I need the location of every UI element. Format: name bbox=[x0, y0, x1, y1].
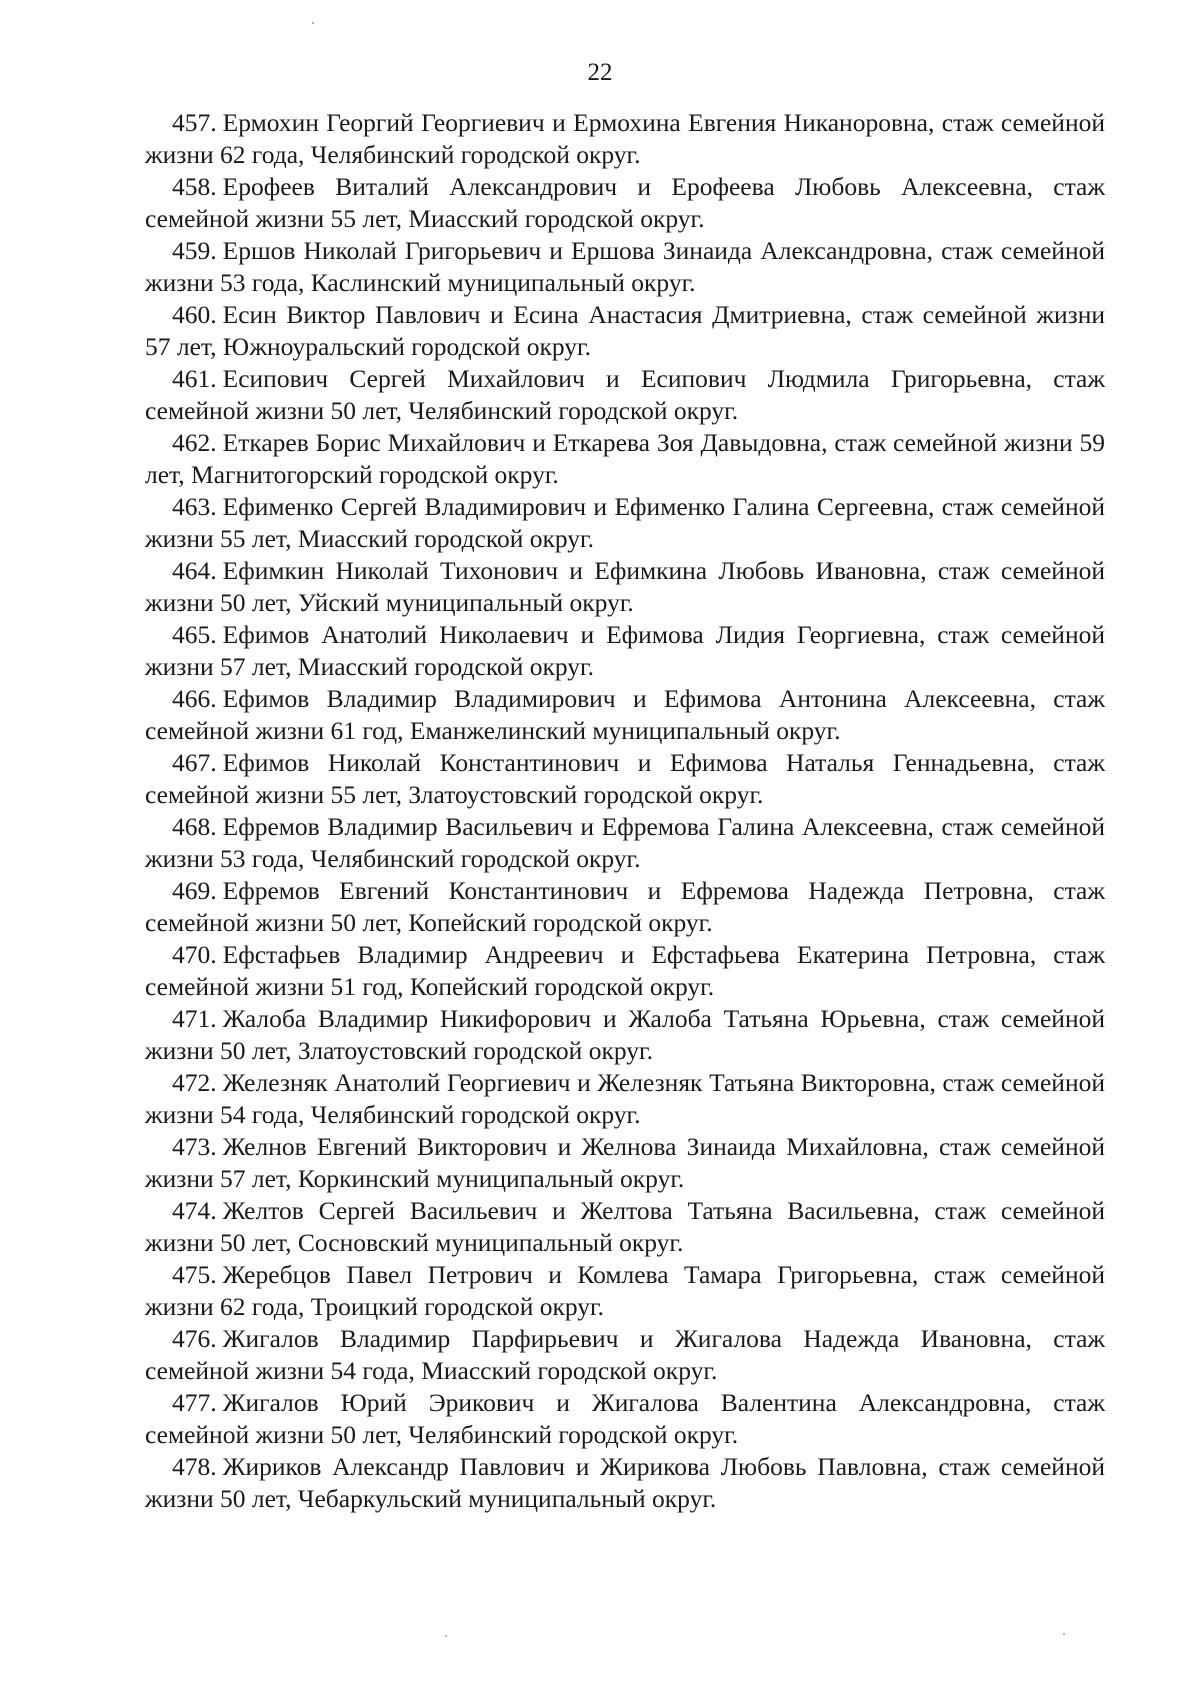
item-number: 465. bbox=[172, 620, 217, 649]
item-text: Ефремов Владимир Васильевич и Ефремова Галина Алексеевна, стаж семейной жизни 53 года, Челябинский городской округ. bbox=[145, 812, 1105, 873]
item-text: Есин Виктор Павлович и Есина Анастасия Дмитриевна, стаж семейной жизни 57 лет, Южноуральский городской округ. bbox=[145, 300, 1105, 361]
item-number: 461. bbox=[172, 364, 217, 393]
item-number: 470. bbox=[172, 940, 217, 969]
item-text: Есипович Сергей Михайлович и Есипович Людмила Григорьевна, стаж семейной жизни 50 лет, Челябинский городской округ. bbox=[145, 364, 1105, 425]
item-number: 458. bbox=[172, 172, 217, 201]
scan-speck bbox=[1063, 1633, 1065, 1635]
list-item bbox=[145, 1003, 1105, 1067]
item-number: 460. bbox=[172, 300, 217, 329]
item-number: 471. bbox=[172, 1004, 217, 1033]
item-number: 469. bbox=[172, 876, 217, 905]
list-item bbox=[145, 875, 1105, 939]
item-text: Ершов Николай Григорьевич и Ершова Зинаида Александровна, стаж семейной жизни 53 года, Каслинский муниципальный округ. bbox=[145, 236, 1105, 297]
item-text: Ермохин Георгий Георгиевич и Ермохина Евгения Никаноровна, стаж семейной жизни 62 года, Челябинский городской округ. bbox=[145, 108, 1105, 169]
item-number: 466. bbox=[172, 684, 217, 713]
list-item bbox=[145, 1259, 1105, 1323]
item-number: 472. bbox=[172, 1068, 217, 1097]
list-item bbox=[145, 811, 1105, 875]
item-text: Ефимкин Николай Тихонович и Ефимкина Любовь Ивановна, стаж семейной жизни 50 лет, Уйский муниципальный округ. bbox=[145, 556, 1105, 617]
list-item bbox=[145, 1451, 1105, 1515]
list-item bbox=[145, 555, 1105, 619]
item-text: Ерофеев Виталий Александрович и Ерофеева Любовь Алексеевна, стаж семейной жизни 55 лет, Миасский городской округ. bbox=[145, 172, 1105, 233]
item-number: 463. bbox=[172, 492, 217, 521]
item-number: 474. bbox=[172, 1196, 217, 1225]
item-number: 462. bbox=[172, 428, 217, 457]
list-item bbox=[145, 683, 1105, 747]
item-text: Еткарев Борис Михайлович и Еткарева Зоя Давыдовна, стаж семейной жизни 59 лет, Магнитогорский городской округ. bbox=[145, 428, 1105, 489]
item-text: Ефимов Анатолий Николаевич и Ефимова Лидия Георгиевна, стаж семейной жизни 57 лет, Миасский городской округ. bbox=[145, 620, 1105, 681]
item-number: 475. bbox=[172, 1260, 217, 1289]
list-item bbox=[145, 299, 1105, 363]
list-item bbox=[145, 363, 1105, 427]
item-text: Жалоба Владимир Никифорович и Жалоба Татьяна Юрьевна, стаж семейной жизни 50 лет, Златоустовский городской округ. bbox=[145, 1004, 1105, 1065]
list-item bbox=[145, 491, 1105, 555]
list-item bbox=[145, 1067, 1105, 1131]
item-number: 459. bbox=[172, 236, 217, 265]
list-item bbox=[145, 747, 1105, 811]
entry-list bbox=[145, 107, 1105, 1515]
item-number: 464. bbox=[172, 556, 217, 585]
item-text: Жеребцов Павел Петрович и Комлева Тамара Григорьевна, стаж семейной жизни 62 года, Троицкий городской округ. bbox=[145, 1260, 1105, 1321]
scan-speck bbox=[445, 1635, 447, 1637]
list-item bbox=[145, 619, 1105, 683]
list-item bbox=[145, 1387, 1105, 1451]
list-item bbox=[145, 1323, 1105, 1387]
list-item bbox=[145, 1195, 1105, 1259]
page-number: 22 bbox=[587, 59, 613, 86]
item-number: 477. bbox=[172, 1388, 217, 1417]
item-text: Ефремов Евгений Константинович и Ефремова Надежда Петровна, стаж семейной жизни 50 лет, Копейский городской округ. bbox=[145, 876, 1105, 937]
item-number: 457. bbox=[172, 108, 217, 137]
item-text: Ефименко Сергей Владимирович и Ефименко Галина Сергеевна, стаж семейной жизни 55 лет, Миасский городской округ. bbox=[145, 492, 1105, 553]
item-text: Ефстафьев Владимир Андреевич и Ефстафьева Екатерина Петровна, стаж семейной жизни 51 год, Копейский городской округ. bbox=[145, 940, 1105, 1001]
list-item bbox=[145, 171, 1105, 235]
item-text: Желнов Евгений Викторович и Желнова Зинаида Михайловна, стаж семейной жизни 57 лет, Коркинский муниципальный округ. bbox=[145, 1132, 1105, 1193]
list-item bbox=[145, 1131, 1105, 1195]
item-text: Жигалов Владимир Парфирьевич и Жигалова Надежда Ивановна, стаж семейной жизни 54 года, Миасский городской округ. bbox=[145, 1324, 1105, 1385]
item-number: 473. bbox=[172, 1132, 217, 1161]
item-text: Ефимов Николай Константинович и Ефимова Наталья Геннадьевна, стаж семейной жизни 55 лет, Златоустовский городской округ. bbox=[145, 748, 1105, 809]
list-item bbox=[145, 939, 1105, 1003]
list-item bbox=[145, 235, 1105, 299]
list-item bbox=[145, 427, 1105, 491]
item-text: Жигалов Юрий Эрикович и Жигалова Валентина Александровна, стаж семейной жизни 50 лет, Челябинский городской округ. bbox=[145, 1388, 1105, 1449]
item-text: Железняк Анатолий Георгиевич и Железняк Татьяна Викторовна, стаж семейной жизни 54 года, Челябинский городской округ. bbox=[145, 1068, 1105, 1129]
item-number: 467. bbox=[172, 748, 217, 777]
list-item bbox=[145, 107, 1105, 171]
item-text: Желтов Сергей Васильевич и Желтова Татьяна Васильевна, стаж семейной жизни 50 лет, Сосновский муниципальный округ. bbox=[145, 1196, 1105, 1257]
item-text: Жириков Александр Павлович и Жирикова Любовь Павловна, стаж семейной жизни 50 лет, Чебаркульский муниципальный округ. bbox=[145, 1452, 1105, 1513]
item-number: 478. bbox=[172, 1452, 217, 1481]
item-number: 468. bbox=[172, 812, 217, 841]
item-text: Ефимов Владимир Владимирович и Ефимова Антонина Алексеевна, стаж семейной жизни 61 год, Еманжелинский муниципальный округ. bbox=[145, 684, 1105, 745]
item-number: 476. bbox=[172, 1324, 217, 1353]
scan-speck bbox=[312, 22, 314, 24]
